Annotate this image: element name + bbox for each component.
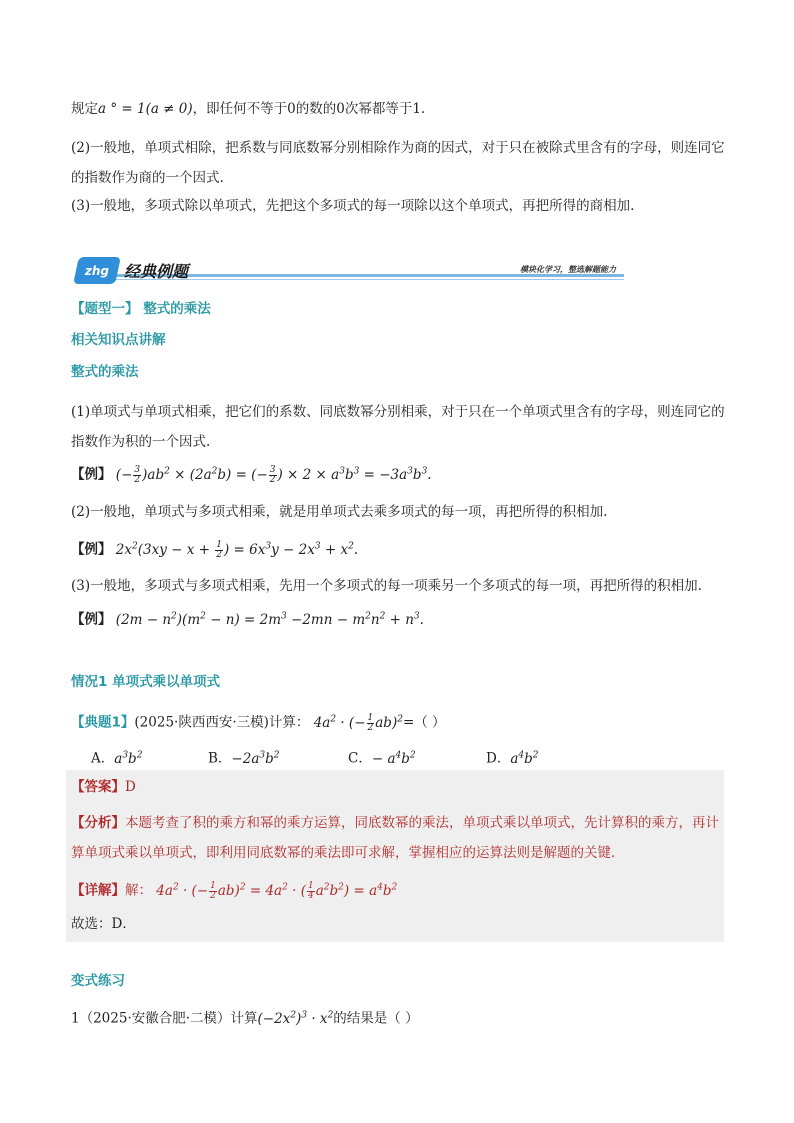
choice-line: 故选：D． — [71, 916, 136, 932]
intro-p2: (2)一般地，单项式相除，把系数与同底数幂分别相除作为商的因式，对于只在被除式里含有的字母，则连同它的指数作为商的一个因式. — [71, 140, 725, 186]
answer-line: 【答案】D — [71, 779, 136, 795]
zero-exponent-rule: a ° = 1(a ≠ 0) — [98, 101, 193, 117]
section-banner — [72, 254, 624, 288]
type1-heading: 【题型一】 整式的乘法 — [71, 301, 211, 317]
related-knowledge: 相关知识点讲解 — [71, 332, 166, 348]
example-1: 【例】 (− $\frac{3}{2}$ )$ab^2 \times (2a^2b)$ = (− $\frac{3}{2}$ ) × $2 \times a^3b^3 = -3a^3b^3$. — [71, 464, 432, 485]
intro-p3: (3)一般地，多项式除以单项式，先把这个多项式的每一项除以这个单项式，再把所得的商相加. — [71, 198, 635, 214]
intro-line1: 规定a ° = 1(a ≠ 0)，即任何不等于0的数的0次幂都等于1. — [71, 101, 426, 117]
zhg-logo: zhg — [73, 257, 121, 284]
banner-subtitle: 模块化学习，整选解题能力 — [520, 264, 616, 274]
analysis: 【分析】本题考查了积的乘方和幂的乘方运算，同底数幂的乘法，单项式乘以单项式，先计算积的乘方，再计算单项式乘以单项式，即利用同底数幂的乘法即可求解，掌握相应的运算法则是解题的关键． — [71, 815, 719, 861]
banner-title: 经典例题 — [124, 262, 189, 281]
problem-1: 【典题1】(2025·陕西西安·三模)计算： $4a^2$ · (− $\frac{1}{2}$ ab)$^2$=（ ） — [71, 712, 446, 733]
option-a: A．$a^3b^2$ — [91, 750, 143, 767]
option-b: B．$-2a^3b^2$ — [208, 750, 280, 767]
example-3-formula: $(2m - n^2)(m^2 - n) = 2m^3 -2mn - m^2n^2 + n^3$. — [115, 611, 424, 628]
example-2-formula: $2x^2(3xy - x$ + $\frac{1}{2}$ ) = $6x^3y - 2x^3 + x^2$. — [115, 539, 359, 560]
example-3: 【例】 $(2m - n^2)(m^2 - n) = 2m^3 -2mn - m^2n^2 + n^3$. — [71, 611, 424, 628]
rule-2: (2)一般地，单项式与多项式相乘，就是用单项式去乘多项式的每一项，再把所得的积相加. — [71, 504, 608, 520]
problem-1-formula: $4a^2$ · (− $\frac{1}{2}$ ab)$^2$ — [313, 712, 403, 733]
case1-heading: 情况1 单项式乘以单项式 — [71, 674, 221, 690]
rule-1: (1)单项式与单项式相乘，把它们的系数、同底数幂分别相乘，对于只在一个单项式里含有的字母，则连同它的指数作为积的一个因式. — [71, 404, 725, 450]
option-c: C．− $a^4b^2$ — [348, 750, 416, 767]
topic-title: 整式的乘法 — [71, 364, 139, 380]
option-d: D．$a^4b^2$ — [486, 750, 539, 767]
example-2: 【例】 $2x^2(3xy - x$ + $\frac{1}{2}$ ) = $6x^3y - 2x^3 + x^2$. — [71, 539, 359, 560]
variant-heading: 变式练习 — [71, 973, 125, 989]
variant-q1-formula: $(-2x^2)^3 \cdot x^2$ — [257, 1010, 334, 1027]
example-1-formula: (− $\frac{3}{2}$ )$ab^2 \times (2a^2b)$ = (− $\frac{3}{2}$ ) × $2 \times a^3b^3 = -3a^3b^3$. — [115, 464, 432, 485]
detail-formula: $4a^2$ · (− $\frac{1}{2}$ $ab)^2 = 4a^2$ · ( $\frac{1}{4}$ $a^2b^2) = a^4b^2$ — [156, 880, 398, 901]
detail: 【详解】解： $4a^2$ · (− $\frac{1}{2}$ $ab)^2 = 4a^2$ · ( $\frac{1}{4}$ $a^2b^2) = a^4b^2$ — [71, 880, 398, 901]
variant-q1: 1（2025·安徽合肥·二模）计算$(-2x^2)^3 \cdot x^2$的结果是（ ） — [71, 1010, 419, 1027]
rule-3: (3)一般地，多项式与多项式相乘，先用一个多项式的每一项乘另一个多项式的每一项，再把所得的积相加. — [71, 578, 702, 594]
